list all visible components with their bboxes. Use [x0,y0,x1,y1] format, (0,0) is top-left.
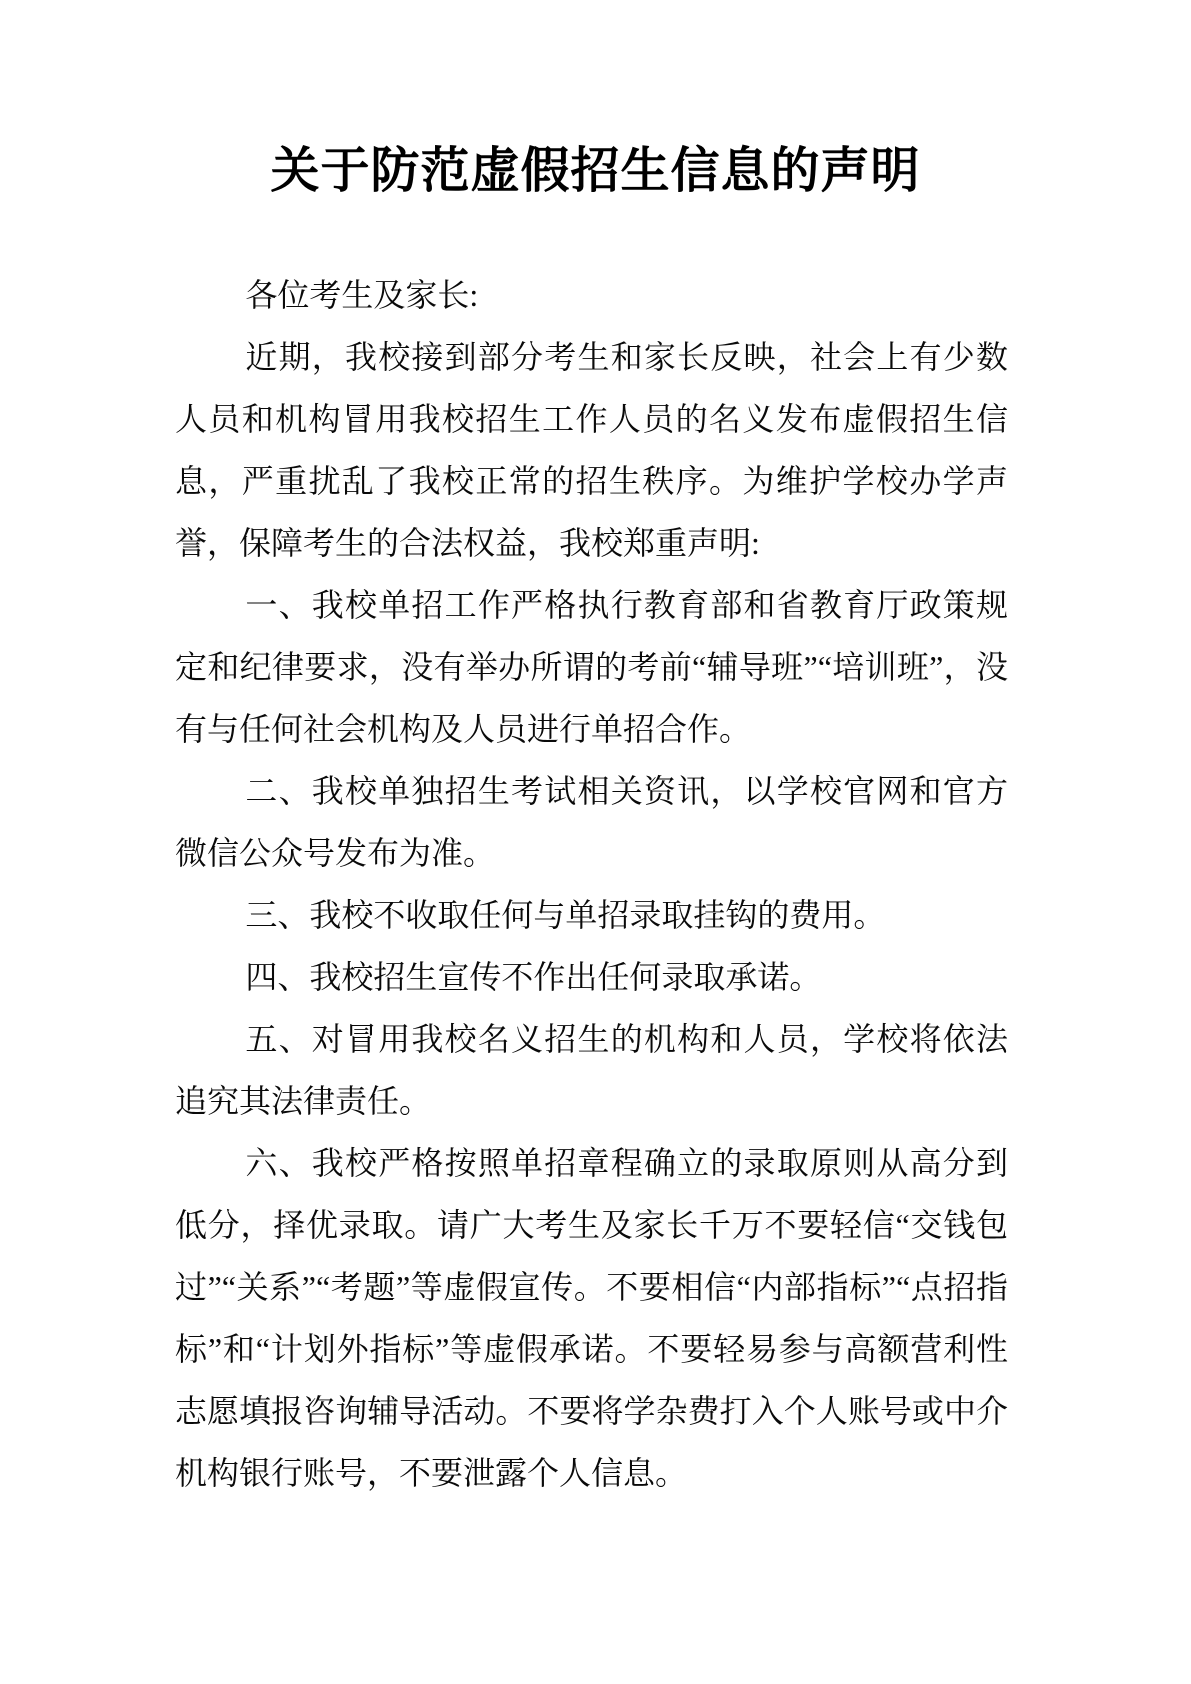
document-title: 关于防范虚假招生信息的声明 [270,144,921,198]
body-paragraph-item-6: 六、我校严格按照单招章程确立的录取原则从高分到低分，择优录取。请广大考生及家长千万不要轻信“交钱包过”“关系”“考题”等虚假宣传。不要相信“内部指标”“点招指标”和“计划外指标”等虚假承诺。不要轻易参与高额营利性志愿填报咨询辅导活动。不要将学杂费打入个人账号或中介机构银行账号，不要泄露个人信息。 [175,1145,1008,1491]
body-paragraph-item-5: 五、对冒用我校名义招生的机构和人员，学校将依法追究其法律责任。 [175,1021,1008,1119]
salutation: 各位考生及家长: [245,277,479,313]
body-paragraph-item-1: 一、我校单招工作严格执行教育部和省教育厅政策规定和纪律要求，没有举办所谓的考前“辅导班”“培训班”，没有与任何社会机构及人员进行单招合作。 [175,587,1008,747]
body-paragraph-item-2: 二、我校单独招生考试相关资讯，以学校官网和官方微信公众号发布为准。 [175,773,1008,871]
document-body [175,264,1008,1504]
body-paragraph-intro: 近期，我校接到部分考生和家长反映，社会上有少数人员和机构冒用我校招生工作人员的名义发布虚假招生信息，严重扰乱了我校正常的招生秩序。为维护学校办学声誉，保障考生的合法权益，我校郑重声明: [175,339,1008,561]
body-paragraph-item-4: 四、我校招生宣传不作出任何录取承诺。 [245,959,822,995]
body-paragraph-item-3: 三、我校不收取任何与单招录取挂钩的费用。 [245,897,886,933]
